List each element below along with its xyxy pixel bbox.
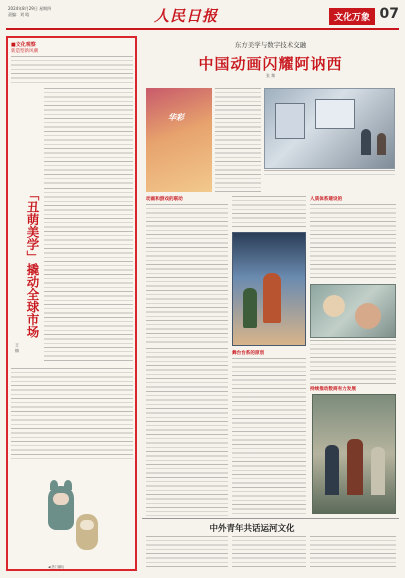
artwork-label: 华彩	[168, 112, 184, 122]
masthead	[6, 4, 399, 32]
subhead-2: 人质体系建设的	[310, 197, 343, 202]
exhibition-photo-caption	[264, 170, 395, 178]
audience-person-3	[371, 447, 385, 495]
audience-person-1	[325, 445, 339, 495]
section-badge: 文化万象	[329, 8, 375, 25]
bottom-text-3	[310, 536, 396, 568]
feature-body-bottom	[11, 368, 133, 462]
toy-photo	[38, 466, 106, 566]
forum-speaker-2	[355, 303, 381, 329]
masthead-rule	[6, 28, 399, 30]
character-2	[243, 288, 257, 328]
bottom-text-1	[146, 536, 228, 568]
editor-line: 责编：刘 晗	[8, 12, 30, 17]
col2-text-b	[232, 358, 306, 516]
bottom-divider	[142, 518, 399, 519]
anime-still-photo	[232, 232, 306, 346]
bottom-text-2	[232, 536, 306, 568]
feature-headline: 「丑萌美学」撬动全球市场	[25, 188, 40, 338]
article-title: 中国动画闪耀阿讷西	[198, 55, 343, 73]
subhead-1: 动画和游戏的联动	[146, 197, 183, 202]
bottom-article-title: 中外青年共话运河文化	[209, 524, 295, 534]
article-author: 张 黎	[265, 73, 276, 78]
masthead-info	[8, 6, 51, 18]
col2-text-a	[232, 196, 306, 228]
audience-photo	[312, 394, 396, 514]
col3-text-b	[310, 340, 396, 384]
audience-person-2	[347, 439, 363, 495]
article-lede	[215, 88, 261, 192]
visitor-2	[377, 133, 386, 155]
forum-speaker-1	[323, 295, 345, 317]
feature-subtag: 新造型新风潮	[11, 49, 38, 54]
toy-face-1	[53, 493, 69, 505]
feature-tag: ■文化观察	[11, 42, 36, 48]
page-number: 07	[379, 6, 399, 22]
subhead-3: 舞台台系的原创	[232, 351, 265, 356]
feature-author: 王 楠	[15, 343, 20, 353]
left-feature-box	[6, 36, 137, 571]
col1-text-a	[146, 204, 228, 344]
visitor-1	[361, 129, 371, 155]
exhibit-screen-1	[275, 103, 305, 139]
col3-text-a	[310, 204, 396, 280]
date-line: 2024年8月29日 星期四	[8, 6, 52, 11]
animation-artwork	[146, 88, 212, 192]
main-article	[142, 36, 399, 571]
character-1	[263, 273, 281, 323]
forum-photo	[310, 284, 396, 338]
exhibition-photo	[264, 88, 395, 169]
col1-text-b	[146, 348, 228, 516]
subhead-4: 持续推动数商有力发展	[310, 387, 356, 392]
article-kicker: 东方美学与数字技术交融	[234, 41, 307, 49]
feature-body-top	[44, 88, 133, 184]
toy-face-2	[80, 520, 94, 530]
feature-body-mid	[44, 188, 133, 364]
newspaper-logo: 人民日报	[154, 7, 219, 25]
toy-photo-caption: ◀ 热门潮玩	[48, 565, 65, 569]
exhibit-screen-2	[315, 99, 355, 129]
feature-intro-text	[11, 56, 133, 84]
